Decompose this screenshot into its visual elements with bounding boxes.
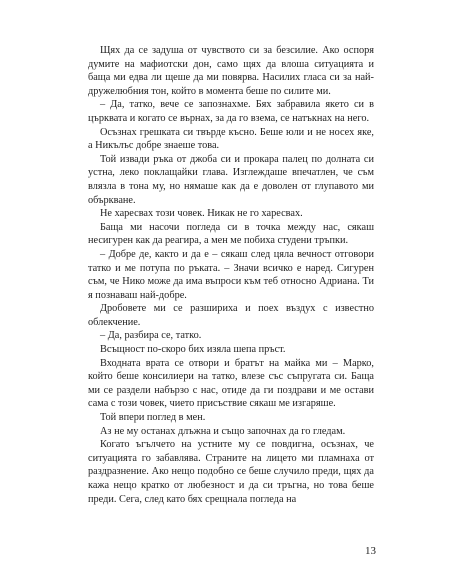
paragraph: Не харесвах този човек. Никак не го харесвах. — [100, 208, 303, 220]
paragraph: Входната врата се отвори и братът на майка ми – Марко, който беше консилиери на татко, влезе със съпругата си. Баща ми се раздели набързо с нас, отиде да ги поздрави и ме остави сама с този човек, чието присъствие сякаш ме изгаряше. — [88, 357, 374, 410]
paragraph: Осъзнах грешката си твърде късно. Беше юли и не носех яке, а Никълъс добре знаеше това. — [88, 126, 374, 152]
paragraph: Когато ъгълчето на устните му се повдигна, осъзнах, че ситуацията го забавлява. Страните на лицето ми пламнаха от раздразнение. Ако нещо подобно се беше случило преди, щях да кажа нещо кратко от любезност и да си тръгна, но това беше преди. Сега, след като бях срещнала погледа на — [88, 439, 374, 505]
paragraph: – Да, татко, вече се запознахме. Бях забравила якето си в църквата и когато се върнах, за да го взема, се натъкнах на него. — [88, 99, 374, 124]
paragraph: Всъщност по-скоро бих изяла шепа пръст. — [100, 344, 286, 356]
paragraph: Баща ми насочи погледа си в точка между нас, сякаш несигурен как да реагира, а мен ме побиха студени тръпки. — [88, 221, 374, 247]
paragraph: Дробовете ми се разшириха и поех въздух с известно облекчение. — [88, 303, 374, 328]
paragraph: Той впери поглед в мен. — [100, 412, 206, 424]
page-number: 13 — [365, 545, 376, 557]
body-text — [88, 44, 374, 506]
paragraph: – Да, разбира се, татко. — [100, 330, 202, 342]
paragraph: Щях да се задуша от чувството си за безсилие. Ако оспоря думите на мафиотски дон, само щях да влоша ситуацията и баща ми едва ли щеше да ми повярва. Насилих гласа си за най-дружелюбния тон, който в момента беше по силите ми. — [88, 45, 374, 97]
paragraph: Той извади ръка от джоба си и прокара палец по долната си устна, леко поклащайки глава. Изглеждаше впечатлен, че съм влязла в тона му, но нямаше как да е доволен от глупавото ми объркване. — [88, 153, 374, 206]
paragraph: Аз не му останах длъжна и също започнах да го гледам. — [100, 425, 346, 437]
paragraph: – Добре де, както и да е – сякаш след цяла вечност отговори татко и ме потупа по ръката. – Значи всичко е наред. Сигурен съм, че Нико може да има въпроси към теб относно Адриана. Ти я познаваш най-добре. — [88, 248, 374, 301]
